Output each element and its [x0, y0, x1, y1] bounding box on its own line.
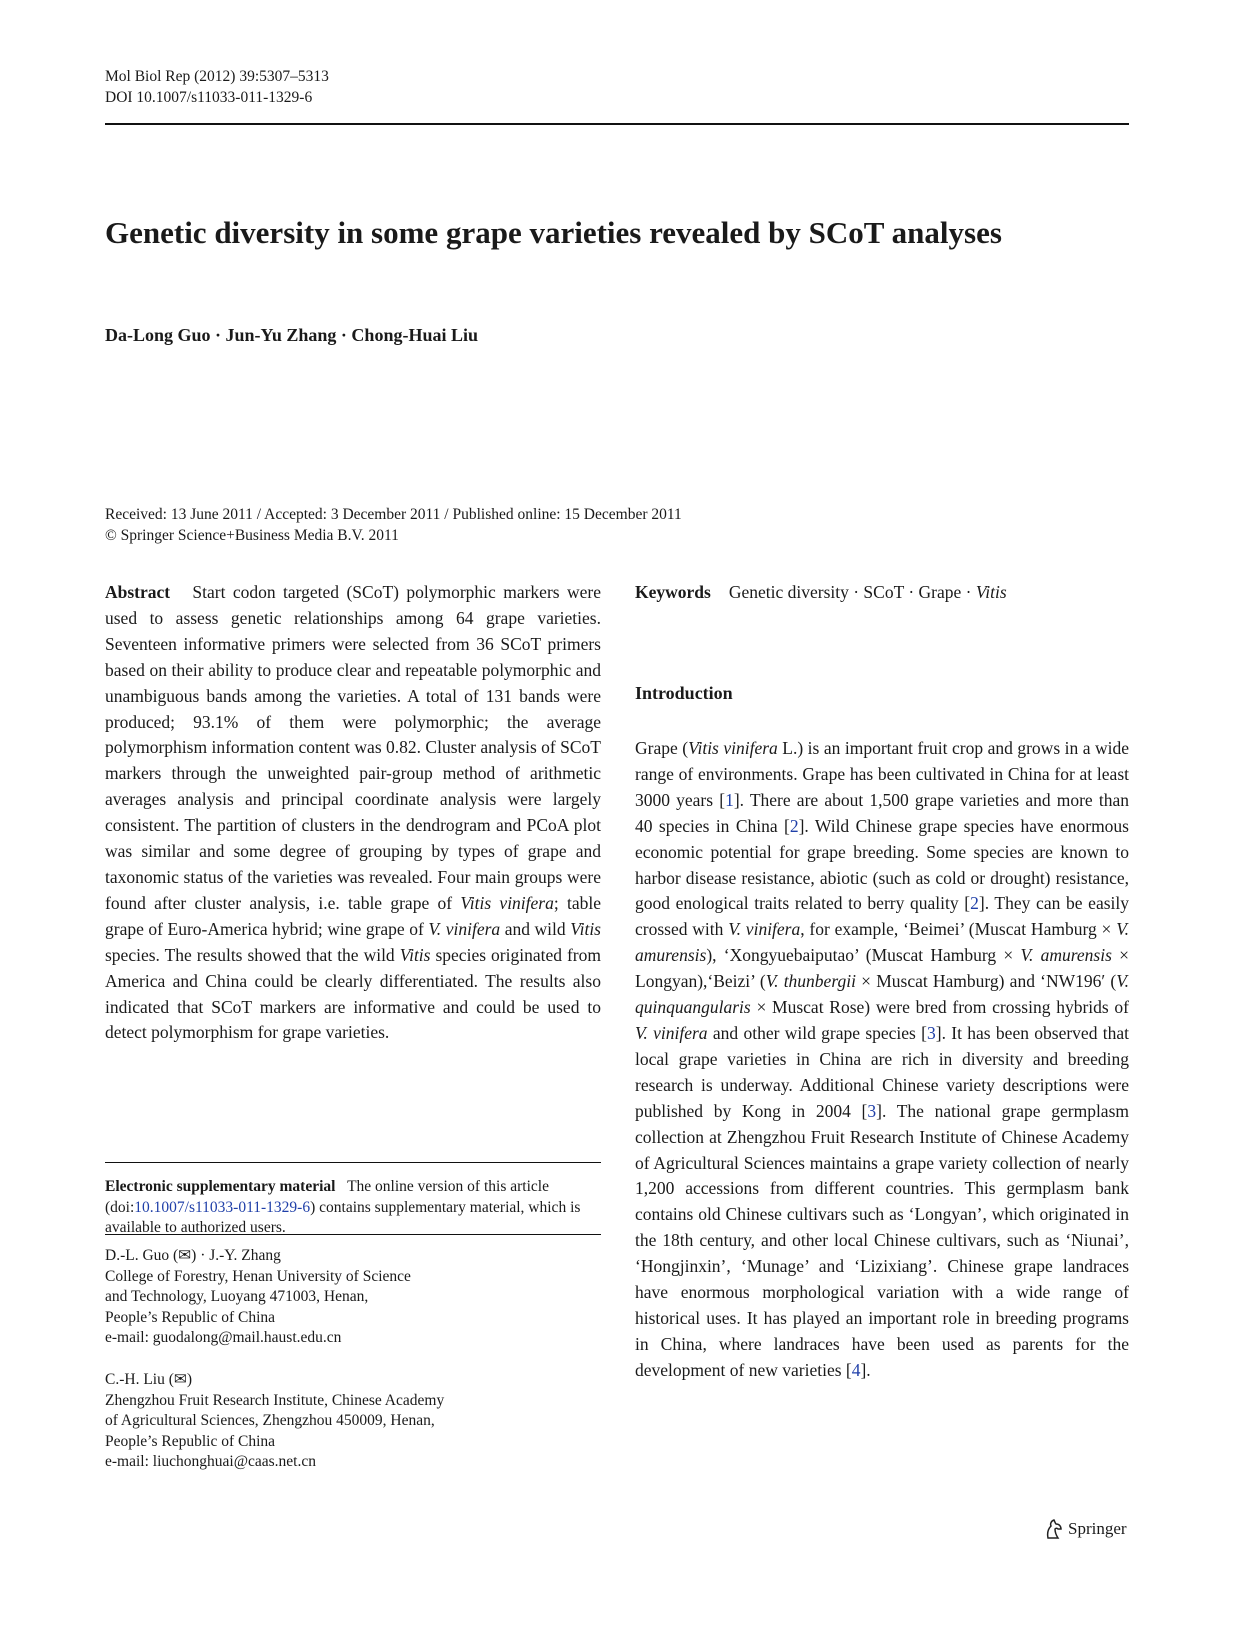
intro-emphasis: V. amurensis: [635, 919, 1129, 966]
abstract-emphasis: V. vinifera: [428, 918, 501, 939]
affiliation-email[interactable]: e-mail: guodalong@mail.haust.edu.cn: [105, 1329, 342, 1346]
affiliation-line: People’s Republic of China: [105, 1432, 276, 1450]
intro-emphasis: V. thunbergii: [765, 971, 856, 992]
abstract-text: species originated from America and China could be clearly differentiated. The results also indicated that SCoT markers are informative and could be used to detect polymorphism for grape varieties.: [105, 944, 601, 1043]
intro-text: ].: [860, 1359, 871, 1380]
keywords-label: Keywords: [635, 582, 711, 602]
keywords: [635, 580, 1129, 606]
intro-emphasis: V. amurensis: [1020, 945, 1112, 966]
abstract-label: Abstract: [105, 582, 171, 602]
intro-emphasis: V. vinifera: [635, 1022, 708, 1043]
affiliation-line: and Technology, Luoyang 471003, Henan,: [105, 1288, 369, 1305]
intro-text: Grape (: [635, 738, 689, 758]
supplementary-text: The online version of this article (doi:: [105, 1178, 549, 1216]
affiliation-names: C.-H. Liu (✉): [105, 1371, 193, 1388]
supplementary-text: ) contains supplementary material, which is available to authorized users.: [105, 1198, 581, 1236]
abstract-emphasis: Vitis: [570, 918, 601, 939]
abstract-emphasis: Vitis vinifera: [460, 892, 554, 913]
intro-text: ]. They can be easily crossed with: [635, 893, 1130, 940]
intro-text: × Longyan),‘Beizi’ (: [635, 945, 1130, 992]
abstract-text: ; table grape of Euro-America hybrid; wine grape of: [105, 892, 602, 939]
supplementary-label: Electronic supplementary material: [105, 1178, 336, 1195]
keywords-block: [635, 580, 1129, 606]
intro-text: ]. It has been observed that local grape varieties in China are rich in diversity and breeding research is underway. Additional Chinese variety descriptions were published by Kong in 2004 [: [635, 1022, 1130, 1121]
reference-link[interactable]: 2: [789, 815, 799, 836]
affiliation-rule: [105, 1234, 601, 1235]
article-copyright: © Springer Science+Business Media B.V. 2011: [105, 527, 399, 544]
abstract-emphasis: Vitis: [399, 944, 431, 965]
abstract-text: Start codon targeted (SCoT) polymorphic markers were used to assess genetic relationships among 64 grape varieties. Seventeen informative primers were selected from 36 SCoT primers based on their ability to produce clear and repeatable polymorphic and unambiguous bands among the varieties. A total of 131 bands were produced; 93.1% of them were polymorphic; the average polymorphism information content was 0.82. Cluster analysis of SCoT markers through the unweighted pair-group method of arithmetic averages analysis and principal coordinate analysis were largely consistent. The partition of clusters in the dendrogram and PCoA plot was similar and some degree of grouping by types of grape and taxonomic status of the varieties was revealed. Four main groups were found after cluster analysis, i.e. table grape of: [105, 582, 602, 913]
affiliation-email[interactable]: e-mail: liuchonghuai@caas.net.cn: [105, 1453, 316, 1470]
affiliation-line: of Agricultural Sciences, Zhengzhou 450009, Henan,: [105, 1412, 435, 1429]
intro-text: L.) is an important fruit crop and grows in a wide range of environments. Grape has been cultivated in China for at least 3000 years [: [635, 738, 1130, 810]
affiliation-1: [105, 1246, 585, 1349]
intro-text: ]. Wild Chinese grape species have enormous economic potential for grape breeding. Some species are known to harbor disease resistance, abiotic (such as cold or drought) resistance, good enological traits related to berry quality [: [635, 815, 1129, 914]
affiliation-names: D.-L. Guo (✉) · J.-Y. Zhang: [105, 1247, 281, 1264]
article-dates: Received: 13 June 2011 / Accepted: 3 December 2011 / Published online: 15 December 2011: [105, 506, 682, 523]
keywords-text: Genetic diversity · SCoT · Grape ·: [728, 582, 976, 602]
affiliation-line: Zhengzhou Fruit Research Institute, Chinese Academy: [105, 1391, 445, 1409]
keywords-emphasis: Vitis: [975, 582, 1007, 602]
header-rule: [105, 123, 1129, 125]
abstract-column: [105, 580, 601, 1046]
article-authors: Da-Long Guo · Jun-Yu Zhang · Chong-Huai Liu: [105, 325, 478, 345]
intro-emphasis: Vitis vinifera: [688, 738, 778, 758]
intro-emphasis: V. quinquangularis: [635, 971, 1129, 1018]
affiliation-line: People’s Republic of China: [105, 1308, 276, 1326]
springer-horse-icon: [1043, 1518, 1063, 1540]
reference-link[interactable]: 1: [725, 789, 734, 810]
publisher-name: Springer: [1068, 1519, 1127, 1538]
introduction-heading: Introduction: [635, 683, 733, 703]
abstract: [105, 580, 601, 1046]
reference-link[interactable]: 2: [970, 893, 979, 914]
affiliation-2: [105, 1370, 585, 1473]
publisher-logo: [1043, 1518, 1127, 1540]
intro-text: , for example, ‘Beimei’ (Muscat Hamburg ×: [800, 919, 1117, 940]
intro-text: and other wild grape species [: [707, 1022, 928, 1043]
abstract-text: and wild: [500, 918, 571, 939]
abstract-text: species. The results showed that the wild: [105, 944, 400, 965]
introduction-paragraph: [635, 736, 1129, 1384]
footnote-rule: [105, 1162, 601, 1163]
supplementary-note: [105, 1177, 585, 1239]
intro-text: × Muscat Hamburg) and ‘NW196′ (: [855, 971, 1117, 992]
reference-link[interactable]: 3: [927, 1022, 936, 1043]
journal-doi: DOI 10.1007/s11033-011-1329-6: [105, 89, 313, 106]
article-dates-block: [105, 504, 682, 546]
reference-link[interactable]: 4: [851, 1359, 861, 1380]
journal-citation: Mol Biol Rep (2012) 39:5307–5313: [105, 68, 329, 85]
reference-link[interactable]: 3: [867, 1100, 877, 1121]
article-title: Genetic diversity in some grape varieties revealed by SCoT analyses: [105, 215, 1002, 250]
intro-text: ]. The national grape germplasm collection at Zhengzhou Fruit Research Institute of Chinese Academy of Agricultural Sciences maintains a grape variety collection of nearly 1,200 accessions from different countries. This germplasm bank contains old Chinese cultivars such as ‘Longyan’, which originated in the 18th century, and other local Chinese cultivars, such as ‘Niunai’, ‘Hongjinxin’, ‘Munage’ and ‘Lizixiang’. Chinese grape landraces have enormous morphological variation with a wide range of historical uses. It has played an important role in breeding programs in China, where landraces have been used as parents for the development of new varieties [: [635, 1100, 1129, 1380]
affiliation-line: College of Forestry, Henan University of Science: [105, 1267, 411, 1285]
intro-text: × Muscat Rose) were bred from crossing hybrids of: [750, 997, 1129, 1018]
intro-text: ), ‘Xongyuebaiputao’ (Muscat Hamburg ×: [706, 945, 1021, 966]
journal-header: [105, 66, 329, 108]
intro-emphasis: V. vinifera: [728, 919, 801, 940]
intro-text: ]. There are about 1,500 grape varieties and more than 40 species in China [: [635, 789, 1129, 836]
supplementary-doi-link[interactable]: 10.1007/s11033-011-1329-6: [134, 1198, 311, 1216]
